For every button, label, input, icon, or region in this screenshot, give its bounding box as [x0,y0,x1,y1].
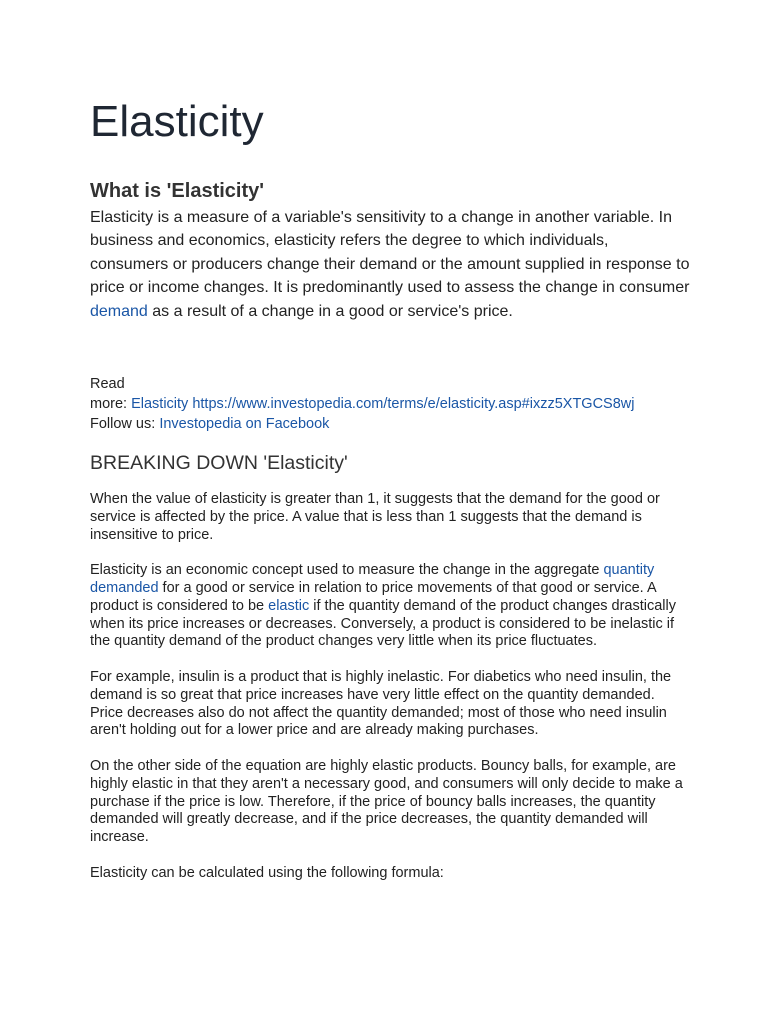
read-more-block [90,374,690,434]
definition-text-start: Elasticity is a measure of a variable's sensitivity to a change in another variable. In business and economics, elasticity refers the degree to which individuals, consumers or producers change their demand or the amount supplied in response to price or income changes. It is predominantly used to assess the change in consumer [90,209,690,297]
paragraph-2-part-2: for a good or service in relation to price movements of that good or service. A product is considered to be [90,579,656,614]
paragraph-2 [90,562,690,651]
breaking-down-heading: BREAKING DOWN 'Elasticity' [90,452,348,474]
page-title: Elasticity [90,97,264,146]
paragraph-4: On the other side of the equation are highly elastic products. Bouncy balls, for example, are highly elastic in that they aren't a necessary good, and consumers will only decide to make a purchase if the price is low. Therefore, if the price of bouncy balls increases, the quantity demanded will greatly decrease, and if the price decreases, the quantity demanded will increase. [90,757,683,846]
paragraph-2-part-3: if the quantity demand of the product changes drastically when its price increases or decreases. Conversely, a product is considered to be inelastic if the quantity demand of the product changes very little when its price fluctuates. [90,597,676,650]
read-label: Read [90,376,125,392]
elastic-link[interactable]: elastic [268,597,310,614]
definition-heading: What is 'Elasticity' [90,180,265,202]
definition-text-end: as a result of a change in a good or service's price. [147,302,513,320]
facebook-link[interactable]: Investopedia on Facebook [159,416,330,432]
source-url-link[interactable]: https://www.investopedia.com/terms/e/elasticity.asp#ixzz5XTGCS8wj [192,396,635,412]
demand-link[interactable]: demand [90,302,148,320]
follow-line [90,414,690,434]
elasticity-link[interactable]: Elasticity [131,396,189,412]
read-more-line [90,394,690,414]
more-label: more: [90,396,132,412]
article-body [90,491,690,900]
paragraph-2-part-1: Elasticity is an economic concept used to measure the change in the aggregate [90,562,604,579]
definition-paragraph [90,206,690,323]
quantity-demanded-link[interactable]: quantity demanded [90,562,655,596]
paragraph-1: When the value of elasticity is greater than 1, it suggests that the demand for the good or service is affected by the price. A value that is less than 1 suggests that the demand is insensitive to price. [90,491,660,543]
paragraph-3: For example, insulin is a product that is highly inelastic. For diabetics who need insulin, the demand is so great that price increases have very little effect on the quantity demanded. Price decreases also do not affect the quantity demanded; most of those who need insulin aren't holding out for a lower price and are already making purchases. [90,668,672,739]
follow-label: Follow us: [90,416,160,432]
paragraph-5: Elasticity can be calculated using the following formula: [90,864,444,881]
